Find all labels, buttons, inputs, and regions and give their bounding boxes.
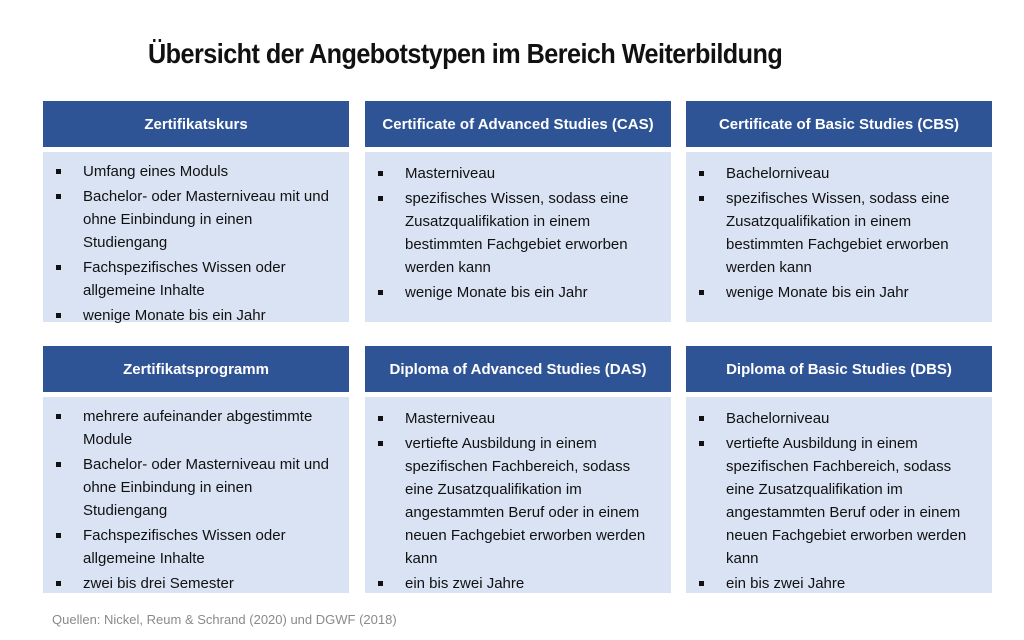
list-item: zwei bis drei Semester [55, 572, 339, 595]
bullet-square-icon [56, 265, 61, 270]
bullet-square-icon [56, 533, 61, 538]
bullet-square-icon [378, 416, 383, 421]
bullet-square-icon [56, 169, 61, 174]
bullet-square-icon [699, 196, 704, 201]
card-header: Certificate of Basic Studies (CBS) [686, 101, 992, 147]
list-item: wenige Monate bis ein Jahr [55, 304, 339, 327]
list-item: ein bis zwei Jahre [698, 572, 982, 595]
list-item: mehrere aufeinander abgestimmte Module [55, 405, 339, 451]
card-header: Zertifikatskurs [43, 101, 349, 147]
bullet-square-icon [56, 462, 61, 467]
bullet-square-icon [699, 441, 704, 446]
card-body [365, 397, 671, 593]
card-dbs [686, 346, 992, 593]
list-item: Masterniveau [377, 162, 661, 185]
list-item: wenige Monate bis ein Jahr [377, 281, 661, 304]
card-header: Diploma of Advanced Studies (DAS) [365, 346, 671, 392]
list-item: ein bis zwei Jahre [377, 572, 661, 595]
bullet-square-icon [56, 581, 61, 586]
bullet-square-icon [378, 171, 383, 176]
card-body [686, 152, 992, 322]
list-item: Masterniveau [377, 407, 661, 430]
card-das [365, 346, 671, 593]
list-item: vertiefte Ausbildung in einem spezifischen Fachbereich, sodass eine Zusatzqualifikation im angestammten Beruf oder in einem neuen Fachgebiet erworben werden kann [377, 432, 661, 570]
list-item: Bachelorniveau [698, 162, 982, 185]
list-item: Umfang eines Moduls [55, 160, 339, 183]
card-header: Diploma of Basic Studies (DBS) [686, 346, 992, 392]
card-header: Zertifikatsprogramm [43, 346, 349, 392]
list-item: Bachelor- oder Masterniveau mit und ohne Einbindung in einen Studiengang [55, 185, 339, 254]
card-cas [365, 101, 671, 322]
bullet-square-icon [56, 194, 61, 199]
bullet-square-icon [699, 290, 704, 295]
bullet-square-icon [56, 414, 61, 419]
card-cbs [686, 101, 992, 322]
list-item: wenige Monate bis ein Jahr [698, 281, 982, 304]
bullet-square-icon [699, 416, 704, 421]
bullet-square-icon [699, 581, 704, 586]
list-item: spezifisches Wissen, sodass eine Zusatzqualifikation in einem bestimmten Fachgebiet erworben werden kann [377, 187, 661, 279]
page-title: Übersicht der Angebotstypen im Bereich Weiterbildung [148, 38, 783, 69]
bullet-square-icon [378, 581, 383, 586]
bullet-square-icon [378, 196, 383, 201]
list-item: vertiefte Ausbildung in einem spezifischen Fachbereich, sodass eine Zusatzqualifikation im angestammten Beruf oder in einem neuen Fachgebiet erworben werden kann [698, 432, 982, 570]
card-zertifikatsprogramm [43, 346, 349, 593]
source-citation: Quellen: Nickel, Reum & Schrand (2020) und DGWF (2018) [52, 612, 397, 627]
card-body [365, 152, 671, 322]
bullet-square-icon [378, 441, 383, 446]
card-zertifikatskurs [43, 101, 349, 322]
list-item: Bachelorniveau [698, 407, 982, 430]
bullet-square-icon [699, 171, 704, 176]
card-body [686, 397, 992, 593]
list-item: Fachspezifisches Wissen oder allgemeine Inhalte [55, 524, 339, 570]
bullet-square-icon [378, 290, 383, 295]
list-item: Bachelor- oder Masterniveau mit und ohne Einbindung in einen Studiengang [55, 453, 339, 522]
card-body [43, 152, 349, 322]
list-item: spezifisches Wissen, sodass eine Zusatzqualifikation in einem bestimmten Fachgebiet erworben werden kann [698, 187, 982, 279]
card-header: Certificate of Advanced Studies (CAS) [365, 101, 671, 147]
card-body [43, 397, 349, 593]
bullet-square-icon [56, 313, 61, 318]
list-item: Fachspezifisches Wissen oder allgemeine Inhalte [55, 256, 339, 302]
